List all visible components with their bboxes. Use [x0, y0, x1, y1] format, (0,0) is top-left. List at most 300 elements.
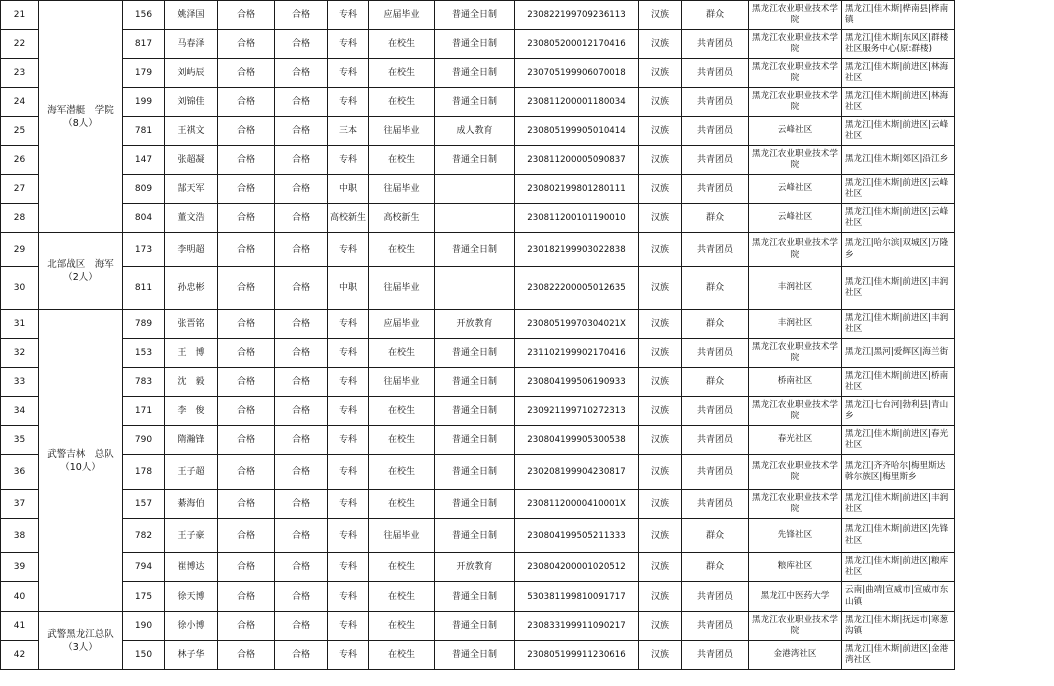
political-check-cell: 合格 — [275, 117, 328, 146]
candidate-name-cell: 张超凝 — [165, 146, 218, 175]
id-number-cell: 230805199905010414 — [515, 117, 639, 146]
education-level-cell: 专科 — [328, 397, 369, 426]
school-cell: 先锋社区 — [749, 519, 842, 553]
study-status-cell: 往届毕业 — [369, 175, 435, 204]
row-number-cell: 37 — [1, 490, 39, 519]
physical-exam-cell: 合格 — [218, 267, 275, 310]
enlisting-unit-cell: 武警吉林 总队（10人） — [39, 310, 123, 612]
candidate-name-cell: 林子华 — [165, 641, 218, 670]
candidate-code-cell: 790 — [123, 426, 165, 455]
candidate-name-cell: 隋瀚锋 — [165, 426, 218, 455]
education-type-cell: 普通全日制 — [435, 641, 515, 670]
political-status-cell: 群众 — [682, 310, 749, 339]
candidate-name-cell: 张晋铭 — [165, 310, 218, 339]
school-cell: 黑龙江农业职业技术学院 — [749, 233, 842, 267]
education-type-cell: 普通全日制 — [435, 59, 515, 88]
study-status-cell: 往届毕业 — [369, 519, 435, 553]
education-level-cell: 专科 — [328, 30, 369, 59]
id-number-cell: 230208199904230817 — [515, 455, 639, 490]
education-type-cell — [435, 267, 515, 310]
physical-exam-cell: 合格 — [218, 455, 275, 490]
political-status-cell: 共青团员 — [682, 339, 749, 368]
physical-exam-cell: 合格 — [218, 612, 275, 641]
candidate-name-cell: 郜天军 — [165, 175, 218, 204]
household-address-cell: 黑龙江|佳木斯|郊区|沿江乡 — [842, 146, 955, 175]
row-number-cell: 38 — [1, 519, 39, 553]
physical-exam-cell: 合格 — [218, 368, 275, 397]
political-status-cell: 共青团员 — [682, 146, 749, 175]
ethnicity-cell: 汉族 — [639, 233, 682, 267]
study-status-cell: 在校生 — [369, 490, 435, 519]
id-number-cell: 230802199801280111 — [515, 175, 639, 204]
education-level-cell: 中职 — [328, 267, 369, 310]
physical-exam-cell: 合格 — [218, 397, 275, 426]
physical-exam-cell: 合格 — [218, 30, 275, 59]
candidate-name-cell: 綦海伯 — [165, 490, 218, 519]
education-level-cell: 专科 — [328, 519, 369, 553]
ethnicity-cell: 汉族 — [639, 204, 682, 233]
school-cell: 黑龙江农业职业技术学院 — [749, 59, 842, 88]
political-check-cell: 合格 — [275, 146, 328, 175]
study-status-cell: 往届毕业 — [369, 267, 435, 310]
household-address-cell: 云南|曲靖|宣威市|宣威市东山镇 — [842, 582, 955, 612]
household-address-cell: 黑龙江|佳木斯|前进区|林海社区 — [842, 59, 955, 88]
education-level-cell: 三本 — [328, 117, 369, 146]
id-number-cell: 230804199905300538 — [515, 426, 639, 455]
row-number-cell: 39 — [1, 553, 39, 582]
education-type-cell: 普通全日制 — [435, 30, 515, 59]
candidate-name-cell: 王子超 — [165, 455, 218, 490]
political-check-cell: 合格 — [275, 582, 328, 612]
id-number-cell: 23080519970304021X — [515, 310, 639, 339]
row-number-cell: 26 — [1, 146, 39, 175]
row-number-cell: 22 — [1, 30, 39, 59]
ethnicity-cell: 汉族 — [639, 490, 682, 519]
candidate-code-cell: 153 — [123, 339, 165, 368]
study-status-cell: 在校生 — [369, 455, 435, 490]
education-type-cell: 普通全日制 — [435, 612, 515, 641]
physical-exam-cell: 合格 — [218, 490, 275, 519]
household-address-cell: 黑龙江|佳木斯|前进区|丰润社区 — [842, 490, 955, 519]
household-address-cell: 黑龙江|哈尔滨|双城区|万隆乡 — [842, 233, 955, 267]
candidate-code-cell: 783 — [123, 368, 165, 397]
political-check-cell: 合格 — [275, 368, 328, 397]
political-check-cell: 合格 — [275, 553, 328, 582]
id-number-cell: 230921199710272313 — [515, 397, 639, 426]
political-status-cell: 共青团员 — [682, 233, 749, 267]
table-row — [1, 59, 1054, 88]
household-address-cell: 黑龙江|佳木斯|前进区|云峰社区 — [842, 204, 955, 233]
table-row — [1, 267, 1054, 310]
physical-exam-cell: 合格 — [218, 310, 275, 339]
school-cell: 云峰社区 — [749, 117, 842, 146]
school-cell: 黑龙江农业职业技术学院 — [749, 339, 842, 368]
education-level-cell: 专科 — [328, 368, 369, 397]
ethnicity-cell: 汉族 — [639, 519, 682, 553]
ethnicity-cell: 汉族 — [639, 175, 682, 204]
education-level-cell: 中职 — [328, 175, 369, 204]
id-number-cell: 230811200005090837 — [515, 146, 639, 175]
ethnicity-cell: 汉族 — [639, 641, 682, 670]
id-number-cell: 23081120000410001X — [515, 490, 639, 519]
candidate-code-cell: 147 — [123, 146, 165, 175]
row-number-cell: 42 — [1, 641, 39, 670]
id-number-cell: 530381199810091717 — [515, 582, 639, 612]
study-status-cell: 在校生 — [369, 612, 435, 641]
table-body — [1, 1, 1054, 670]
study-status-cell: 在校生 — [369, 426, 435, 455]
political-status-cell: 共青团员 — [682, 612, 749, 641]
political-status-cell: 群众 — [682, 553, 749, 582]
education-level-cell: 专科 — [328, 612, 369, 641]
ethnicity-cell: 汉族 — [639, 397, 682, 426]
study-status-cell: 往届毕业 — [369, 368, 435, 397]
political-check-cell: 合格 — [275, 426, 328, 455]
household-address-cell: 黑龙江|佳木斯|前进区|金港湾社区 — [842, 641, 955, 670]
table-row — [1, 310, 1054, 339]
education-level-cell: 专科 — [328, 233, 369, 267]
education-type-cell: 普通全日制 — [435, 339, 515, 368]
physical-exam-cell: 合格 — [218, 204, 275, 233]
education-type-cell: 普通全日制 — [435, 233, 515, 267]
id-number-cell: 230182199903022838 — [515, 233, 639, 267]
household-address-cell: 黑龙江|佳木斯|前进区|林海社区 — [842, 88, 955, 117]
candidate-name-cell: 王祺文 — [165, 117, 218, 146]
education-level-cell: 专科 — [328, 310, 369, 339]
candidate-name-cell: 马春泽 — [165, 30, 218, 59]
ethnicity-cell: 汉族 — [639, 88, 682, 117]
political-status-cell: 共青团员 — [682, 117, 749, 146]
candidate-code-cell: 150 — [123, 641, 165, 670]
physical-exam-cell: 合格 — [218, 339, 275, 368]
household-address-cell: 黑龙江|佳木斯|东风区|群楼社区服务中心(原:群楼) — [842, 30, 955, 59]
id-number-cell: 230811200101190010 — [515, 204, 639, 233]
education-type-cell: 普通全日制 — [435, 397, 515, 426]
political-status-cell: 共青团员 — [682, 641, 749, 670]
candidate-name-cell: 刘锦佳 — [165, 88, 218, 117]
education-type-cell: 普通全日制 — [435, 146, 515, 175]
id-number-cell: 230705199906070018 — [515, 59, 639, 88]
row-number-cell: 23 — [1, 59, 39, 88]
table-row — [1, 88, 1054, 117]
candidate-code-cell: 157 — [123, 490, 165, 519]
household-address-cell: 黑龙江|佳木斯|前进区|丰润社区 — [842, 267, 955, 310]
physical-exam-cell: 合格 — [218, 117, 275, 146]
row-number-cell: 41 — [1, 612, 39, 641]
education-type-cell: 普通全日制 — [435, 88, 515, 117]
table-row — [1, 204, 1054, 233]
candidate-code-cell: 178 — [123, 455, 165, 490]
table-row — [1, 519, 1054, 553]
physical-exam-cell: 合格 — [218, 175, 275, 204]
political-status-cell: 共青团员 — [682, 30, 749, 59]
candidate-code-cell: 190 — [123, 612, 165, 641]
candidate-code-cell: 173 — [123, 233, 165, 267]
id-number-cell: 230811200001180034 — [515, 88, 639, 117]
table-row — [1, 117, 1054, 146]
education-level-cell: 专科 — [328, 641, 369, 670]
school-cell: 黑龙江农业职业技术学院 — [749, 490, 842, 519]
id-number-cell: 231102199902170416 — [515, 339, 639, 368]
household-address-cell: 黑龙江|七台河|勃利县|青山乡 — [842, 397, 955, 426]
school-cell: 黑龙江农业职业技术学院 — [749, 612, 842, 641]
political-status-cell: 共青团员 — [682, 175, 749, 204]
candidate-code-cell: 171 — [123, 397, 165, 426]
physical-exam-cell: 合格 — [218, 519, 275, 553]
education-level-cell: 专科 — [328, 1, 369, 30]
study-status-cell: 应届毕业 — [369, 310, 435, 339]
political-check-cell: 合格 — [275, 175, 328, 204]
enlisting-unit-cell: 北部战区 海军（2人） — [39, 233, 123, 310]
school-cell: 黑龙江农业职业技术学院 — [749, 146, 842, 175]
table-row — [1, 455, 1054, 490]
education-level-cell: 专科 — [328, 88, 369, 117]
education-type-cell: 普通全日制 — [435, 455, 515, 490]
physical-exam-cell: 合格 — [218, 1, 275, 30]
table-row — [1, 146, 1054, 175]
study-status-cell: 在校生 — [369, 553, 435, 582]
row-number-cell: 36 — [1, 455, 39, 490]
study-status-cell: 在校生 — [369, 397, 435, 426]
education-level-cell: 专科 — [328, 146, 369, 175]
school-cell: 黑龙江农业职业技术学院 — [749, 397, 842, 426]
ethnicity-cell: 汉族 — [639, 582, 682, 612]
id-number-cell: 230804200001020512 — [515, 553, 639, 582]
row-number-cell: 34 — [1, 397, 39, 426]
physical-exam-cell: 合格 — [218, 59, 275, 88]
education-type-cell: 普通全日制 — [435, 519, 515, 553]
ethnicity-cell: 汉族 — [639, 455, 682, 490]
political-status-cell: 群众 — [682, 1, 749, 30]
table-row — [1, 175, 1054, 204]
candidate-code-cell: 782 — [123, 519, 165, 553]
education-type-cell: 普通全日制 — [435, 368, 515, 397]
candidate-name-cell: 刘屿辰 — [165, 59, 218, 88]
household-address-cell: 黑龙江|佳木斯|前进区|云峰社区 — [842, 175, 955, 204]
ethnicity-cell: 汉族 — [639, 117, 682, 146]
school-cell: 黑龙江农业职业技术学院 — [749, 1, 842, 30]
education-level-cell: 高校新生 — [328, 204, 369, 233]
study-status-cell: 在校生 — [369, 146, 435, 175]
study-status-cell: 在校生 — [369, 339, 435, 368]
political-status-cell: 群众 — [682, 519, 749, 553]
political-check-cell: 合格 — [275, 455, 328, 490]
table-row — [1, 641, 1054, 670]
political-check-cell: 合格 — [275, 1, 328, 30]
household-address-cell: 黑龙江|齐齐哈尔|梅里斯达斡尔族区|梅里斯乡 — [842, 455, 955, 490]
ethnicity-cell: 汉族 — [639, 146, 682, 175]
candidate-code-cell: 811 — [123, 267, 165, 310]
school-cell: 金港湾社区 — [749, 641, 842, 670]
row-number-cell: 32 — [1, 339, 39, 368]
education-level-cell: 专科 — [328, 426, 369, 455]
table-row — [1, 426, 1054, 455]
education-type-cell: 成人教育 — [435, 117, 515, 146]
political-status-cell: 共青团员 — [682, 88, 749, 117]
ethnicity-cell: 汉族 — [639, 612, 682, 641]
study-status-cell: 往届毕业 — [369, 117, 435, 146]
id-number-cell: 230833199911090217 — [515, 612, 639, 641]
id-number-cell: 230805200012170416 — [515, 30, 639, 59]
political-status-cell: 群众 — [682, 204, 749, 233]
ethnicity-cell: 汉族 — [639, 310, 682, 339]
id-number-cell: 230804199506190933 — [515, 368, 639, 397]
political-status-cell: 共青团员 — [682, 426, 749, 455]
political-check-cell: 合格 — [275, 59, 328, 88]
row-number-cell: 31 — [1, 310, 39, 339]
ethnicity-cell: 汉族 — [639, 368, 682, 397]
candidate-name-cell: 李 俊 — [165, 397, 218, 426]
household-address-cell: 黑龙江|佳木斯|前进区|桥南社区 — [842, 368, 955, 397]
school-cell: 黑龙江中医药大学 — [749, 582, 842, 612]
id-number-cell: 230805199911230616 — [515, 641, 639, 670]
row-number-cell: 30 — [1, 267, 39, 310]
physical-exam-cell: 合格 — [218, 582, 275, 612]
household-address-cell: 黑龙江|佳木斯|抚远市|寒葱沟镇 — [842, 612, 955, 641]
ethnicity-cell: 汉族 — [639, 339, 682, 368]
candidate-code-cell: 179 — [123, 59, 165, 88]
household-address-cell: 黑龙江|佳木斯|桦南县|桦南镇 — [842, 1, 955, 30]
candidate-code-cell: 156 — [123, 1, 165, 30]
political-status-cell: 群众 — [682, 267, 749, 310]
id-number-cell: 230804199505211333 — [515, 519, 639, 553]
id-number-cell: 230822199709236113 — [515, 1, 639, 30]
candidate-code-cell: 175 — [123, 582, 165, 612]
table-row — [1, 1, 1054, 30]
education-level-cell: 专科 — [328, 455, 369, 490]
household-address-cell: 黑龙江|佳木斯|前进区|春光社区 — [842, 426, 955, 455]
table-row — [1, 233, 1054, 267]
education-level-cell: 专科 — [328, 339, 369, 368]
ethnicity-cell: 汉族 — [639, 1, 682, 30]
table-row — [1, 397, 1054, 426]
political-status-cell: 共青团员 — [682, 455, 749, 490]
household-address-cell: 黑龙江|黑河|爱辉区|海兰街 — [842, 339, 955, 368]
id-number-cell: 230822200005012635 — [515, 267, 639, 310]
row-number-cell: 21 — [1, 1, 39, 30]
candidate-name-cell: 姚泽国 — [165, 1, 218, 30]
study-status-cell: 应届毕业 — [369, 1, 435, 30]
study-status-cell: 在校生 — [369, 30, 435, 59]
education-type-cell: 普通全日制 — [435, 1, 515, 30]
political-check-cell: 合格 — [275, 204, 328, 233]
political-status-cell: 群众 — [682, 368, 749, 397]
study-status-cell: 在校生 — [369, 233, 435, 267]
political-check-cell: 合格 — [275, 612, 328, 641]
physical-exam-cell: 合格 — [218, 426, 275, 455]
candidate-name-cell: 李明超 — [165, 233, 218, 267]
political-check-cell: 合格 — [275, 397, 328, 426]
political-check-cell: 合格 — [275, 30, 328, 59]
candidate-code-cell: 789 — [123, 310, 165, 339]
political-check-cell: 合格 — [275, 233, 328, 267]
education-level-cell: 专科 — [328, 59, 369, 88]
candidate-code-cell: 809 — [123, 175, 165, 204]
household-address-cell: 黑龙江|佳木斯|前进区|粮库社区 — [842, 553, 955, 582]
school-cell: 丰润社区 — [749, 310, 842, 339]
study-status-cell: 在校生 — [369, 88, 435, 117]
physical-exam-cell: 合格 — [218, 146, 275, 175]
education-type-cell: 普通全日制 — [435, 490, 515, 519]
political-status-cell: 共青团员 — [682, 582, 749, 612]
education-level-cell: 专科 — [328, 582, 369, 612]
school-cell: 丰润社区 — [749, 267, 842, 310]
education-type-cell: 普通全日制 — [435, 582, 515, 612]
table-row — [1, 30, 1054, 59]
row-number-cell: 27 — [1, 175, 39, 204]
candidate-name-cell: 王子豪 — [165, 519, 218, 553]
candidate-name-cell: 董文浩 — [165, 204, 218, 233]
row-number-cell: 35 — [1, 426, 39, 455]
candidate-name-cell: 王 博 — [165, 339, 218, 368]
table-row — [1, 612, 1054, 641]
study-status-cell: 在校生 — [369, 641, 435, 670]
candidate-code-cell: 781 — [123, 117, 165, 146]
education-level-cell: 专科 — [328, 490, 369, 519]
household-address-cell: 黑龙江|佳木斯|前进区|丰润社区 — [842, 310, 955, 339]
physical-exam-cell: 合格 — [218, 233, 275, 267]
education-level-cell: 专科 — [328, 553, 369, 582]
table-row — [1, 490, 1054, 519]
candidate-name-cell: 徐天博 — [165, 582, 218, 612]
candidate-name-cell: 崔博达 — [165, 553, 218, 582]
row-number-cell: 28 — [1, 204, 39, 233]
study-status-cell: 在校生 — [369, 59, 435, 88]
ethnicity-cell: 汉族 — [639, 426, 682, 455]
education-type-cell — [435, 175, 515, 204]
political-status-cell: 共青团员 — [682, 490, 749, 519]
physical-exam-cell: 合格 — [218, 641, 275, 670]
school-cell: 黑龙江农业职业技术学院 — [749, 88, 842, 117]
education-type-cell: 开放教育 — [435, 553, 515, 582]
political-status-cell: 共青团员 — [682, 59, 749, 88]
table-row — [1, 339, 1054, 368]
household-address-cell: 黑龙江|佳木斯|前进区|云峰社区 — [842, 117, 955, 146]
political-check-cell: 合格 — [275, 490, 328, 519]
school-cell: 黑龙江农业职业技术学院 — [749, 455, 842, 490]
candidate-name-cell: 徐小博 — [165, 612, 218, 641]
physical-exam-cell: 合格 — [218, 88, 275, 117]
row-number-cell: 40 — [1, 582, 39, 612]
table-row — [1, 582, 1054, 612]
household-address-cell: 黑龙江|佳木斯|前进区|先锋社区 — [842, 519, 955, 553]
row-number-cell: 25 — [1, 117, 39, 146]
row-number-cell: 33 — [1, 368, 39, 397]
school-cell: 黑龙江农业职业技术学院 — [749, 30, 842, 59]
candidate-name-cell: 孙忠彬 — [165, 267, 218, 310]
education-type-cell: 普通全日制 — [435, 426, 515, 455]
political-check-cell: 合格 — [275, 339, 328, 368]
row-number-cell: 29 — [1, 233, 39, 267]
school-cell: 粮库社区 — [749, 553, 842, 582]
candidate-code-cell: 199 — [123, 88, 165, 117]
political-check-cell: 合格 — [275, 641, 328, 670]
physical-exam-cell: 合格 — [218, 553, 275, 582]
ethnicity-cell: 汉族 — [639, 553, 682, 582]
school-cell: 春光社区 — [749, 426, 842, 455]
candidate-code-cell: 817 — [123, 30, 165, 59]
table-row — [1, 553, 1054, 582]
row-number-cell: 24 — [1, 88, 39, 117]
candidate-code-cell: 794 — [123, 553, 165, 582]
political-check-cell: 合格 — [275, 88, 328, 117]
ethnicity-cell: 汉族 — [639, 30, 682, 59]
political-check-cell: 合格 — [275, 310, 328, 339]
education-type-cell: 开放教育 — [435, 310, 515, 339]
ethnicity-cell: 汉族 — [639, 267, 682, 310]
candidate-name-cell: 沈 毅 — [165, 368, 218, 397]
enlisting-unit-cell: 武警黑龙江总队（3人） — [39, 612, 123, 670]
